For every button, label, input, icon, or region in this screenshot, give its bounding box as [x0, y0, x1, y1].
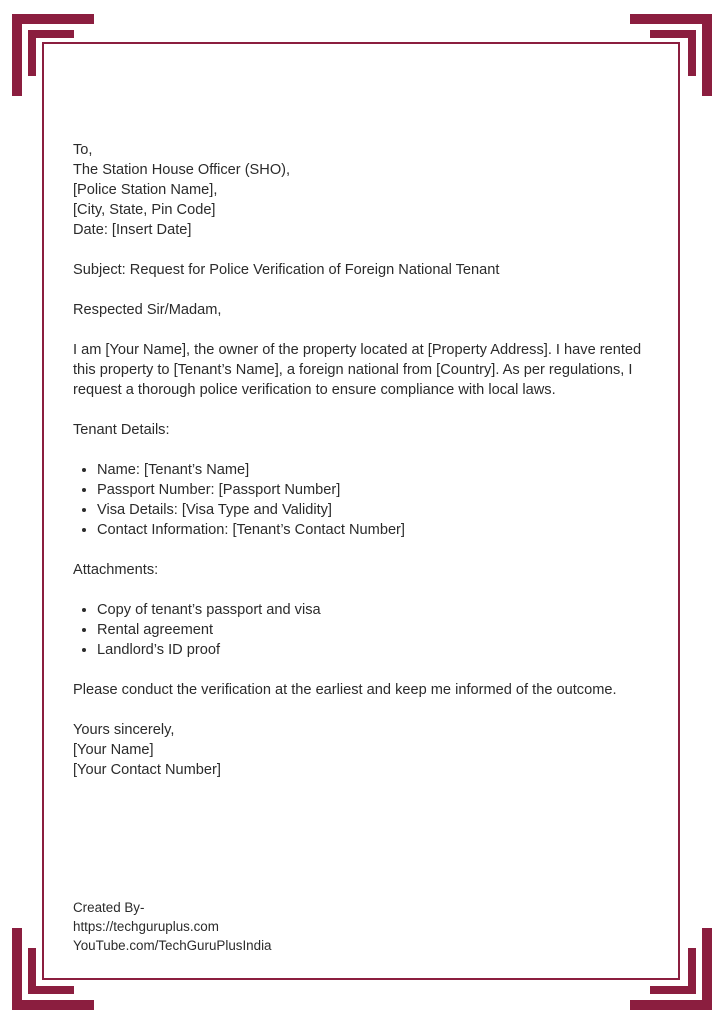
- subject-line: [73, 260, 658, 280]
- address-line: [Police Station Name],: [73, 182, 218, 198]
- address-line: To,: [73, 142, 93, 158]
- tenant-details-list: [73, 460, 658, 540]
- website-text: https://techguruplus.com: [73, 919, 219, 934]
- list-item: • Copy of tenant’s passport and visa: [97, 600, 658, 620]
- tenant-details-heading: [73, 420, 658, 440]
- closing-paragraph: [73, 680, 658, 700]
- list-item: • Visa Details: [Visa Type and Validity]: [97, 500, 658, 520]
- signoff-block: [73, 720, 658, 780]
- corner-ornament-top-left: [12, 14, 108, 110]
- letter-content: [73, 140, 658, 800]
- subject-text: Subject: Request for Police Verification of Foreign National Tenant: [73, 262, 500, 278]
- address-line: [City, State, Pin Code]: [73, 202, 216, 218]
- list-item: • Landlord’s ID proof: [97, 640, 658, 660]
- credits-footer: [73, 898, 473, 955]
- signoff-line: Yours sincerely,: [73, 722, 175, 738]
- body-paragraph: [73, 340, 658, 400]
- corner-ornament-bottom-right: [616, 914, 712, 1010]
- signoff-line: [Your Contact Number]: [73, 762, 221, 778]
- address-line: The Station House Officer (SHO),: [73, 162, 291, 178]
- corner-ornament-top-right: [616, 14, 712, 110]
- body-text: I am [Your Name], the owner of the property located at [Property Address]. I have rented this property to [Tenant’s Name], a foreign national from [Country]. As per regulations, I request a thorough police verification to ensure compliance with local laws.: [73, 342, 642, 398]
- list-item: • Passport Number: [Passport Number]: [97, 480, 658, 500]
- salutation-text: Respected Sir/Madam,: [73, 302, 222, 318]
- attachments-heading: [73, 560, 658, 580]
- created-by-label: Created By-: [73, 900, 145, 915]
- attachments-list: [73, 600, 658, 660]
- list-item: • Contact Information: [Tenant’s Contact Number]: [97, 520, 658, 540]
- list-item: • Rental agreement: [97, 620, 658, 640]
- closing-text: Please conduct the verification at the earliest and keep me informed of the outcome.: [73, 682, 617, 698]
- address-block: [73, 140, 658, 240]
- list-item: • Name: [Tenant’s Name]: [97, 460, 658, 480]
- youtube-text: YouTube.com/TechGuruPlusIndia: [73, 938, 272, 953]
- date-line: Date: [Insert Date]: [73, 222, 192, 238]
- signoff-line: [Your Name]: [73, 742, 154, 758]
- salutation: [73, 300, 658, 320]
- attachments-heading-text: Attachments:: [73, 562, 159, 578]
- tenant-heading-text: Tenant Details:: [73, 422, 170, 438]
